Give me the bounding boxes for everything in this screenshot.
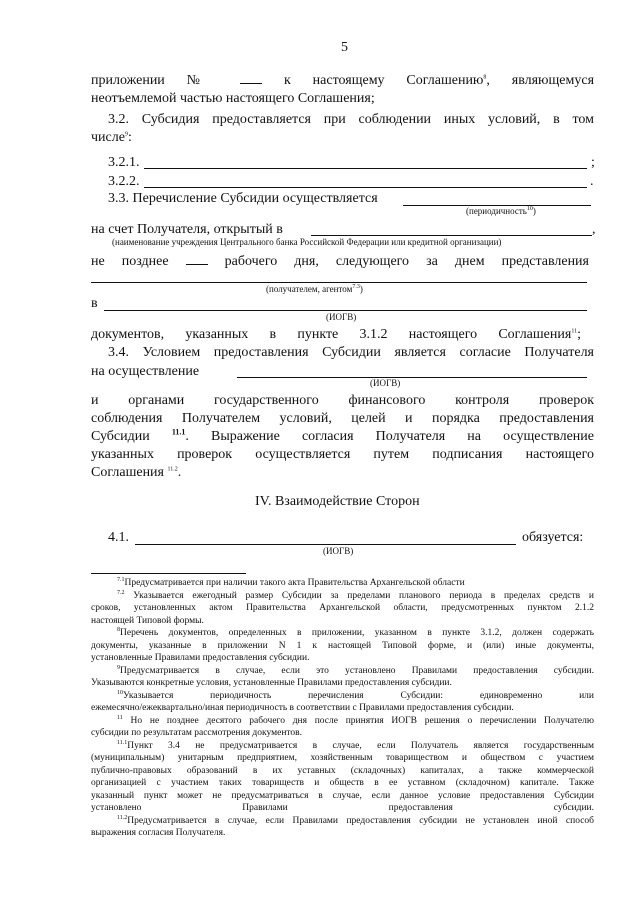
footnote-11-1-l3: публично-правовых образований в их уставных (складочных) капиталах, а также коммерческой bbox=[91, 765, 594, 776]
clause-3-4-text-5a: Субсидии bbox=[91, 429, 172, 444]
para-annex-line2: неотъемлемой частью настоящего Соглашения; bbox=[91, 91, 375, 106]
footnote-11-1-l6: установлено Правилами предоставления субсидии. bbox=[91, 803, 594, 813]
iogv-caption-3: (ИОГВ) bbox=[323, 546, 354, 556]
footnote-mark: 11.1 bbox=[117, 739, 128, 746]
iogv-caption-2: (ИОГВ) bbox=[370, 378, 401, 388]
para-annex-line1: приложении № к настоящему Соглашению$^8$, являющемуся bbox=[91, 73, 595, 88]
footnote-7-1 bbox=[91, 577, 594, 590]
footnote-text: Перечень документов, определенных в приложении, указанном в пункте 3.1.2, должен содержать bbox=[120, 628, 594, 638]
clause-3-2-2-label: 3.2.2. bbox=[108, 174, 140, 189]
clause-3-4-text-7: Соглашения bbox=[91, 465, 168, 480]
footnote-ref: 7.3 bbox=[352, 284, 360, 290]
footnote-11-1-l1 bbox=[91, 740, 594, 753]
deadline-text-a: не позднее bbox=[91, 254, 169, 269]
clause-3-4-line1 bbox=[108, 345, 594, 361]
footnote-8-l3: установленные Правилами предоставления субсидии. bbox=[91, 653, 310, 663]
documents-text: документов, указанных в пункте 3.1.2 настоящего Соглашения bbox=[91, 327, 572, 342]
clause-3-2-line1 bbox=[108, 112, 594, 128]
clause-3-4-line4 bbox=[91, 411, 594, 427]
footnote-text: Но не позднее десятого рабочего дня после принятия ИОГВ решения о перечислении Получателю bbox=[122, 715, 594, 726]
clause-3-4-text-4: соблюдения Получателем условий, целей и порядка предоставления bbox=[91, 411, 594, 426]
recipient-blank[interactable] bbox=[91, 282, 587, 283]
footnote-ref: 8 bbox=[483, 74, 487, 81]
consent-label: на осуществление bbox=[91, 364, 200, 379]
annex-text-a: приложении № bbox=[91, 73, 219, 88]
footnote-ref: 11 bbox=[571, 328, 578, 335]
iogv-caption-1: (ИОГВ) bbox=[326, 312, 357, 322]
footnote-text: Пункт 3.4 не предусматривается в случае, если Получатель является государственным bbox=[127, 740, 594, 751]
footnote-11-2-l1 bbox=[91, 815, 594, 828]
annex-text-b: к настоящему Соглашению bbox=[284, 73, 484, 88]
footnote-8-l1 bbox=[91, 627, 594, 640]
footnote-ref: 11.2 bbox=[167, 466, 178, 473]
footnote-text: Указывается ежегодный размер Субсидии за пределами планового периода в пределах средств и bbox=[124, 590, 594, 601]
footnote-10-l2: ежемесячно/ежеквартально/иная периодичность в соответствии с Правилами предоставления субсидии. bbox=[91, 703, 514, 713]
blank-days[interactable] bbox=[186, 264, 208, 265]
footnote-11-2-l2: выражения согласия Получателя. bbox=[91, 828, 226, 838]
bank-blank[interactable] bbox=[311, 235, 592, 236]
footnote-10-l1 bbox=[91, 690, 594, 703]
clause-3-4-text-3: и органами государственного финансового контроля проверок bbox=[91, 393, 594, 408]
clause-3-2-2-blank[interactable] bbox=[144, 187, 587, 188]
footnote-9-l2: Указываются конкретные условия, установленные Правилами предоставления субсидии. bbox=[91, 678, 452, 688]
obliges-text: обязуется: bbox=[522, 530, 584, 545]
clause-3-4-line7: Соглашения $^{11.2}$. bbox=[91, 465, 182, 480]
blank-annex-number[interactable] bbox=[240, 83, 262, 84]
footnote-text: Указывается периодичность перечисления Субсидии: единовременно или bbox=[123, 690, 594, 701]
in-label: в bbox=[91, 296, 98, 311]
footnote-11-1-l2: (муниципальным) унитарным предприятием, хозяйственным товариществом и обществом с участием bbox=[91, 753, 594, 763]
clause-4-1-label: 4.1. bbox=[108, 530, 129, 545]
footnote-11-l1 bbox=[91, 715, 594, 728]
section-heading: IV. Взаимодействие Сторон bbox=[255, 494, 420, 509]
iogv-blank-1[interactable] bbox=[104, 310, 587, 311]
footnote-mark: 7.1 bbox=[117, 577, 125, 583]
clause-3-4-text: 3.4. Условием предоставления Субсидии является согласие Получателя bbox=[108, 345, 594, 360]
recipient-caption bbox=[266, 284, 363, 295]
deadline-text-b: рабочего дня, следующего за днем представления bbox=[224, 254, 589, 269]
footnote-11-1-l5: указанный пункт может не предусматриваться в случае, если данное условие предоставления Субсидии bbox=[91, 790, 594, 801]
footnote-ref: 11.1 bbox=[171, 427, 186, 437]
footnote-text: Предусматривается при наличии такого акта Правительства Архангельской области bbox=[124, 578, 465, 588]
clause-3-4-line3 bbox=[91, 393, 594, 409]
footnote-mark: 10 bbox=[117, 689, 123, 696]
clause-3-2-text: 3.2. Субсидия предоставляется при соблюдении иных условий, в том bbox=[108, 112, 594, 127]
clause-3-2-line2: числе$^9$: bbox=[91, 130, 132, 145]
annex-text-c: являющемуся bbox=[511, 73, 595, 88]
clause-3-3-text: 3.3. Перечисление Субсидии осуществляется bbox=[108, 191, 378, 206]
paren: ) bbox=[532, 206, 536, 216]
iogv-blank-2[interactable] bbox=[237, 377, 587, 378]
footnote-mark: 7.2 bbox=[117, 589, 125, 596]
footnote-11-1-l4: организацией с участием таких товариществ и обществ в ее уставном (складочном) капитале. Также bbox=[91, 778, 594, 788]
paren: ) bbox=[359, 284, 363, 294]
footnote-mark: 11.2 bbox=[117, 814, 128, 821]
footnote-mark: 9 bbox=[117, 664, 120, 671]
footnote-mark: 8 bbox=[117, 626, 120, 633]
comma: , bbox=[592, 222, 596, 237]
footnote-text: Предусматривается в случае, если Правилами предоставления субсидии не установлен иной способ bbox=[127, 815, 594, 826]
footnote-8-l2: документы, указанные в приложении N 1 к настоящей Типовой форме, и (или) иные документы, bbox=[91, 640, 594, 651]
account-text: на счет Получателя, открытый в bbox=[91, 222, 283, 237]
footnote-7-2-l3: настоящей Типовой формы. bbox=[91, 615, 204, 626]
documents-line: документов, указанных в пункте 3.1.2 настоящего Соглашения$^{11}$; bbox=[91, 327, 581, 342]
footnote-9-l1 bbox=[91, 665, 594, 678]
clause-3-4-text-6: указанных проверок осуществляется путем подписания настоящего bbox=[91, 447, 594, 462]
iogv-blank-3[interactable] bbox=[135, 544, 516, 545]
footnote-7-2-l1 bbox=[91, 590, 594, 603]
page-number: 5 bbox=[341, 40, 348, 55]
clause-3-2-1-blank[interactable] bbox=[144, 168, 587, 169]
footnote-text: Предусматривается в случае, если это установлено Правилами предоставления субсидии. bbox=[120, 665, 594, 676]
footnote-7-2-l2: сроков, установленных актом Правительства Архангельской области, предусмотренных пунктом 2.1.2 bbox=[91, 603, 594, 613]
clause-3-4-text-5b: . Выражение согласия Получателя на осуществление bbox=[185, 429, 594, 444]
footnotes bbox=[91, 577, 594, 840]
footnote-ref: 9 bbox=[124, 131, 128, 138]
periodicity-caption-text: (периодичность bbox=[466, 206, 527, 216]
period: . bbox=[590, 174, 594, 189]
footnote-11-l2: субсидии по результатам рассмотрения документов. bbox=[91, 728, 303, 738]
semicolon: ; bbox=[591, 155, 595, 170]
footnote-ref: 10 bbox=[526, 206, 533, 212]
recipient-caption-text: (получателем, агентом bbox=[266, 284, 353, 294]
clause-3-4-line5 bbox=[91, 429, 594, 445]
periodicity-caption bbox=[466, 206, 536, 217]
clause-3-4-line6 bbox=[91, 447, 594, 463]
deadline-line bbox=[91, 254, 589, 270]
clause-3-2-text-2: числе bbox=[91, 130, 125, 145]
clause-3-2-1-label: 3.2.1. bbox=[108, 155, 140, 170]
footnote-mark: 11 bbox=[117, 714, 123, 721]
footnote-separator bbox=[91, 573, 246, 574]
bank-caption: (наименование учреждения Центрального банка Российской Федерации или кредитной организации) bbox=[112, 237, 502, 247]
